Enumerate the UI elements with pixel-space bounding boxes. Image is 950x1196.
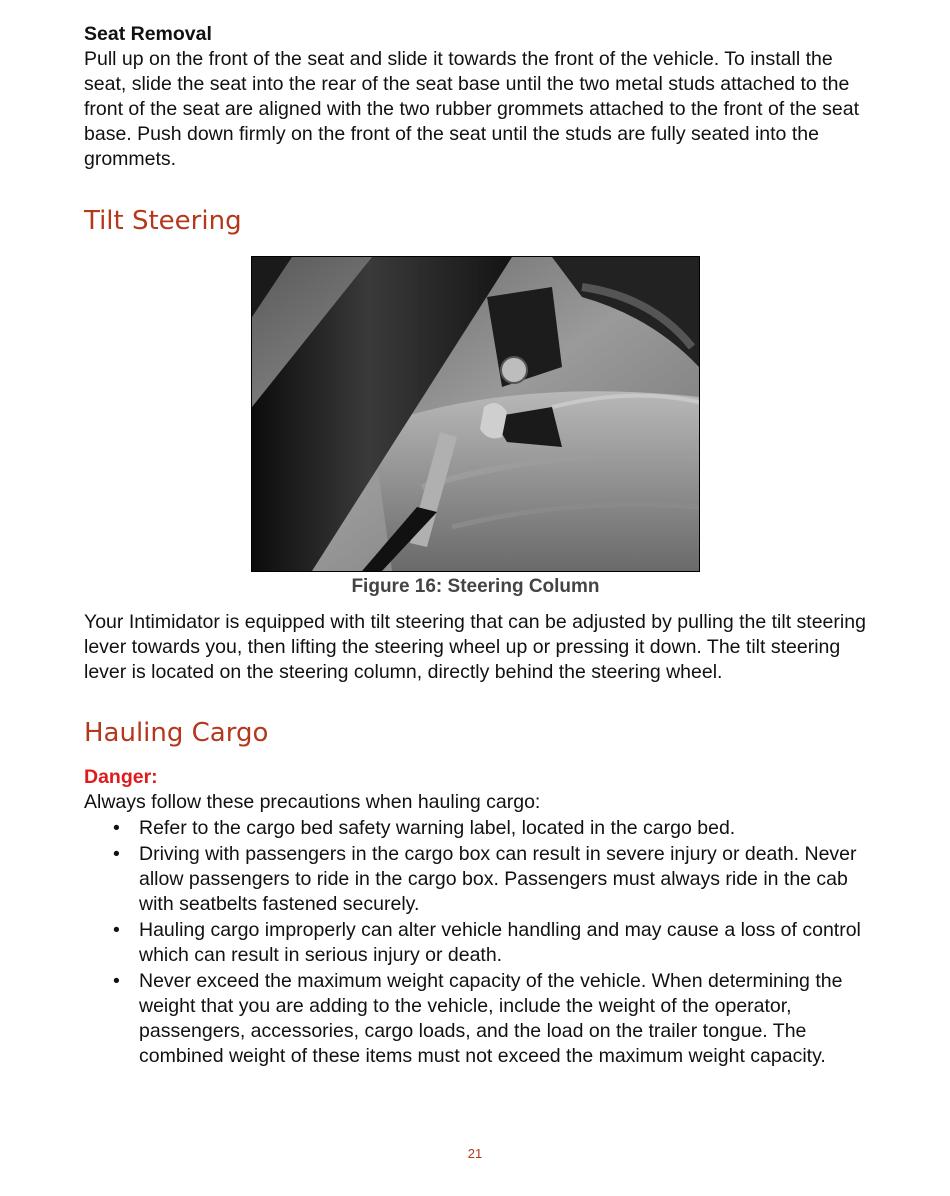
list-item-text: Never exceed the maximum weight capacity of the vehicle. When determining the weight that you are adding to the vehicle, include the weight of the operator, passengers, accessories, cargo loads, and the load on the trailer tongue. The combined weight of these items must not exceed the maximum weight capacity. <box>139 970 843 1067</box>
bullet-icon: • <box>113 919 120 941</box>
cargo-intro: Always follow these precautions when hauling cargo: <box>84 791 541 813</box>
bullet-icon: • <box>113 843 120 865</box>
danger-label: Danger: <box>84 766 158 788</box>
hauling-cargo-heading: Hauling Cargo <box>84 718 269 748</box>
list-item-text: Hauling cargo improperly can alter vehicle handling and may cause a loss of control which can result in serious injury or death. <box>139 919 861 966</box>
tilt-steering-heading: Tilt Steering <box>84 206 242 236</box>
list-item <box>84 842 874 917</box>
page-number: 21 <box>467 1146 483 1161</box>
document-page <box>84 22 874 1069</box>
seat-removal-heading: Seat Removal <box>84 23 212 45</box>
seat-removal-body: Pull up on the front of the seat and slide it towards the front of the vehicle. To install the seat, slide the seat into the rear of the seat base until the two metal studs attached to the front of the seat are aligned with the two rubber grommets attached to the front of the seat base. Push down firmly on the front of the seat until the studs are fully seated into the grommets. <box>84 48 860 170</box>
list-item-text: Driving with passengers in the cargo box can result in severe injury or death. Never allow passengers to ride in the cargo box. Passengers must always ride in the cab with seatbelts fastened securely. <box>139 843 857 915</box>
list-item <box>84 918 874 968</box>
steering-column-figure <box>251 256 700 599</box>
steering-column-photo <box>251 256 700 572</box>
bullet-icon: • <box>113 970 120 992</box>
figure-caption: Figure 16: Steering Column <box>351 576 600 597</box>
list-item <box>84 816 874 841</box>
cargo-precautions-list <box>84 816 874 1069</box>
bullet-icon: • <box>113 817 120 839</box>
list-item <box>84 969 874 1069</box>
list-item-text: Refer to the cargo bed safety warning label, located in the cargo bed. <box>139 817 736 839</box>
tilt-steering-body: Your Intimidator is equipped with tilt steering that can be adjusted by pulling the tilt steering lever towards you, then lifting the steering wheel up or pressing it down. The tilt steering lever is located on the steering column, directly behind the steering wheel. <box>84 611 866 683</box>
